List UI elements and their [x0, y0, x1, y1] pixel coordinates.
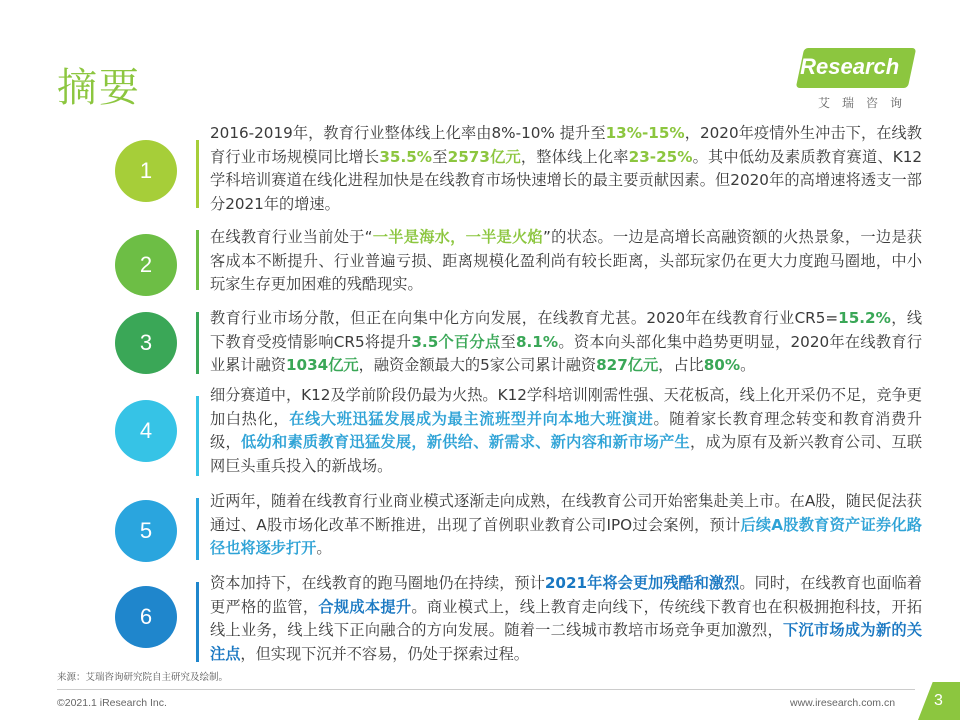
summary-item-5: [210, 490, 922, 561]
summary-item-6: [210, 572, 922, 666]
copyright: ©2021.1 iResearch Inc.: [57, 697, 167, 709]
footer-divider: [57, 689, 915, 690]
text-segment: 。: [740, 356, 756, 374]
accent-bar-3: [196, 312, 199, 374]
highlight: 2573亿元: [447, 147, 521, 166]
text-segment: 资本加持下，在线教育的跑马圈地仍在持续，预计: [210, 574, 545, 592]
text-segment: 细分赛道中，K12及学前阶段仍最为火热。K12学科培训刚需性强、天花板高，线上化开采仍不足，竞争更加白热化，: [210, 386, 922, 428]
text-segment: ，成为原有及新兴教育公司、互联网巨头重兵投入的新战场。: [210, 433, 923, 475]
highlight: 80%: [703, 356, 741, 374]
highlight: 8.1%: [515, 332, 559, 351]
highlight: 3.5个百分点: [411, 332, 501, 351]
number-circle-2: 2: [115, 234, 177, 296]
highlight: 1034亿元: [285, 356, 359, 374]
number-circle-5: 5: [115, 500, 177, 562]
number-circle-6: 6: [115, 586, 177, 648]
highlight: 13%-15%: [605, 124, 685, 142]
text-segment: 教育行业市场分散，但正在向集中化方向发展，在线教育尤甚。2020年在线教育行业CR5=: [210, 309, 839, 327]
highlight: 合规成本提升: [318, 597, 412, 616]
summary-item-2: [210, 226, 922, 297]
text-segment: 。: [316, 539, 332, 557]
text-segment: ，整体线上化率: [520, 147, 629, 166]
text-segment: 至: [432, 147, 448, 166]
highlight: 在线大班迅猛发展成为最主流班型并向本地大班演进: [289, 409, 654, 428]
accent-bar-2: [196, 230, 199, 290]
source-note: 来源：艾瑞咨询研究院自主研究及绘制。: [57, 672, 229, 683]
text-segment: 。其中低幼及素质教育赛道、K12学科培训赛道在线化进程加快是在线教育市场快速增长的最主要贡献因素。但2020年的高增速将透支一部分2021年的增速。: [210, 147, 923, 213]
highlight: 后续A股教育资产证券化路径也将逐步打开: [210, 515, 922, 557]
text-segment: 。随着家长教育理念转变和教育消费升级，: [210, 409, 923, 451]
highlight: 35.5%: [379, 147, 433, 166]
number-circle-1: 1: [115, 140, 177, 202]
highlight: 15.2%: [838, 309, 891, 327]
accent-bar-5: [196, 498, 199, 560]
page-title: 摘要: [57, 65, 141, 111]
accent-bar-4: [196, 396, 199, 476]
text-segment: 。资本向头部化集中趋势更明显，2020年在线教育行业累计融资: [210, 332, 923, 374]
accent-bar-6: [196, 582, 199, 662]
summary-item-3: [210, 307, 922, 378]
summary-item-4: [210, 384, 922, 478]
iresearch-logo: [788, 40, 918, 120]
text-segment: 近两年，随着在线教育行业商业模式逐渐走向成熟，在线教育公司开始密集赴美上市。在A股，随民促法获通过、A股市场化改革不断推进，出现了首例职业教育公司IPO过会案例，预计: [210, 492, 922, 534]
text-segment: ，线下教育受疫情影响CR5将提升: [210, 309, 923, 351]
accent-bar-1: [196, 140, 199, 208]
highlight: 低幼和素质教育迅猛发展，新供给、新需求、新内容和新市场产生: [240, 433, 691, 451]
text-segment: 2016-2019年，教育行业整体线上化率由8%-10% 提升至: [210, 124, 606, 142]
page-number: 3: [934, 692, 943, 709]
text-segment: ，占比: [658, 356, 704, 374]
text-segment: 至: [500, 332, 516, 351]
highlight: 一半是海水，一半是火焰: [372, 228, 543, 246]
highlight: 下沉市场成为新的关注点: [210, 621, 923, 663]
website-url: www.iresearch.com.cn: [790, 697, 896, 709]
summary-item-1: [210, 122, 922, 216]
text-segment: 。商业模式上，线上教育走向线下，传统线下教育也在积极拥抱科技，开拓线上业务，线上线下正向融合的方向发展。随着一二线城市教培市场竞争更加激烈，: [210, 597, 923, 639]
highlight: 827亿元: [596, 356, 659, 374]
text-segment: 。同时，在线教育也面临着更严格的监管，: [210, 574, 922, 616]
logo-subtitle: 艾瑞咨询: [818, 96, 915, 110]
text-segment: 在线教育行业当前处于“: [210, 228, 373, 246]
text-segment: ，融资金额最大的5家公司累计融资: [358, 356, 597, 374]
text-segment: ，但实现下沉并不容易，仍处于探索过程。: [240, 644, 529, 663]
number-circle-3: 3: [115, 312, 177, 374]
text-segment: ”的状态。一边是高增长高融资额的火热景象，一边是获客成本不断提升、行业普遍亏损、距离规模化盈利尚有较长距离，头部玩家仍在更大力度跑马圈地，中小玩家生存更加困难的残酷现实。: [210, 228, 922, 293]
logo-brand: iResearch: [794, 54, 900, 79]
text-segment: ，2020年疫情外生冲击下，在线教育行业市场规模同比增长: [210, 124, 922, 166]
highlight: 2021年将会更加残酷和激烈: [544, 574, 740, 592]
highlight: 23-25%: [628, 147, 693, 166]
number-circle-4: 4: [115, 400, 177, 462]
